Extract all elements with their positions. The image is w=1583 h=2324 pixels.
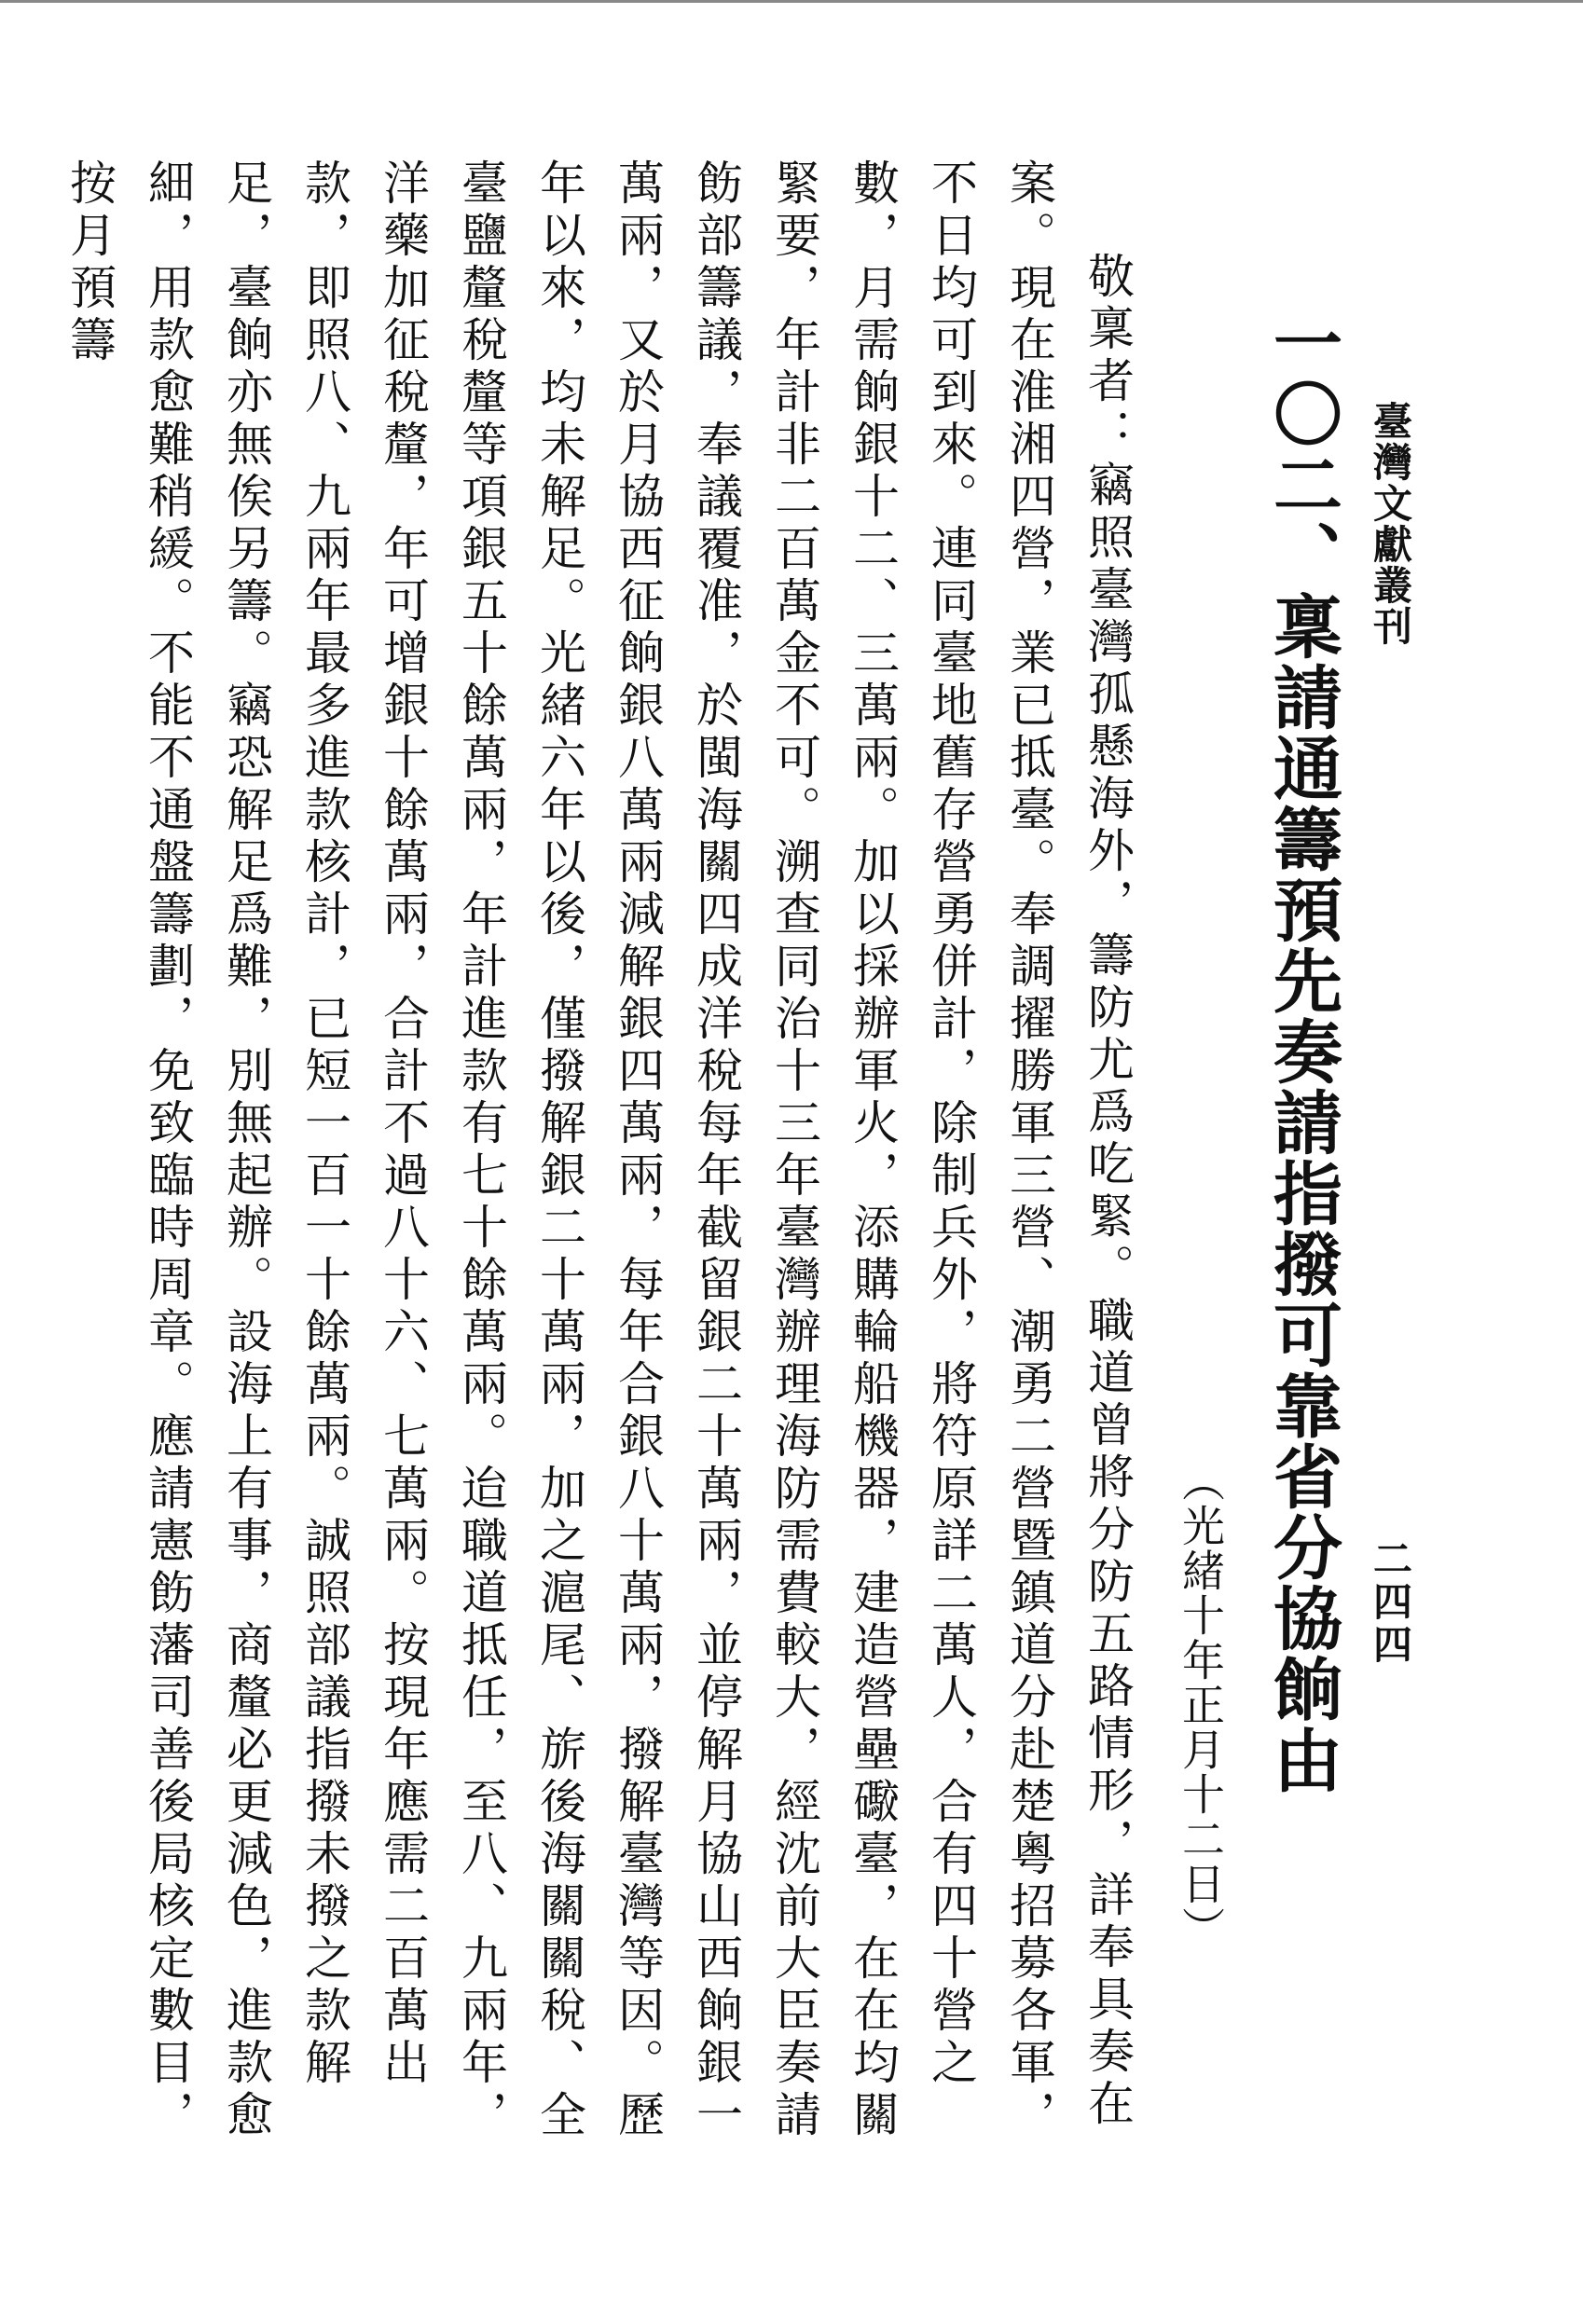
page-border bbox=[0, 0, 1583, 3]
running-head: 臺灣文獻叢刊 bbox=[1368, 401, 1413, 647]
document-title: 一〇二、稟請通籌預先奏請指撥可靠省分協餉由 bbox=[1262, 308, 1342, 1795]
body-text: 敬稟者：竊照臺灣孤懸海外，籌防尤爲吃緊。職道曾將分防五路情形，詳奉具奏在案。現在淮湘四營，業已抵臺。奉調擢勝軍三營、潮勇二營暨鎮道分赴楚粵招募各軍，不日均可到來。連同臺地舊存營勇併計，除制兵外，將符原詳二萬人，合有四十營之數，月需餉銀十二、三萬兩。加以採辦軍火，添購輪船機器，建造營壘礮臺，在在均關緊要，年計非二百萬金不可。溯查同治十三年臺灣辦理海防需費較大，經沈前大臣奏請飭部籌議，奉議覆准，於閩海關四成洋稅每年截留銀二十萬兩，並停解月協山西餉銀一萬兩，又於月協西征餉銀八萬兩減解銀四萬兩，每年合銀八十萬兩，撥解臺灣等因。歷年以來，均未解足。光緒六年以後，僅撥解銀二十萬兩，加之滬尾、旂後海關關稅、全臺鹽釐稅釐等項銀五十餘萬兩，年計進款有七十餘萬兩。迨職道抵任，至八、九兩年，洋藥加征稅釐，年可增銀十餘萬兩，合計不過八十六、七萬兩。按現年應需二百萬出款，即照八、九兩年最多進款核計，已短一百一十餘萬兩。誠照部議指撥未撥之款解足，臺餉亦無俟另籌。竊恐解足爲難，別無起辦。設海上有事，商釐必更減色，進款愈細，用款愈難稍緩。不能不通盤籌劃，免致臨時周章。應請憲飭藩司善後局核定數目，按月預籌 bbox=[62, 158, 1135, 2142]
date-note: （光緒十年正月十二日） bbox=[1176, 1459, 1226, 1951]
page-number: 二四四 bbox=[1368, 1538, 1413, 1667]
